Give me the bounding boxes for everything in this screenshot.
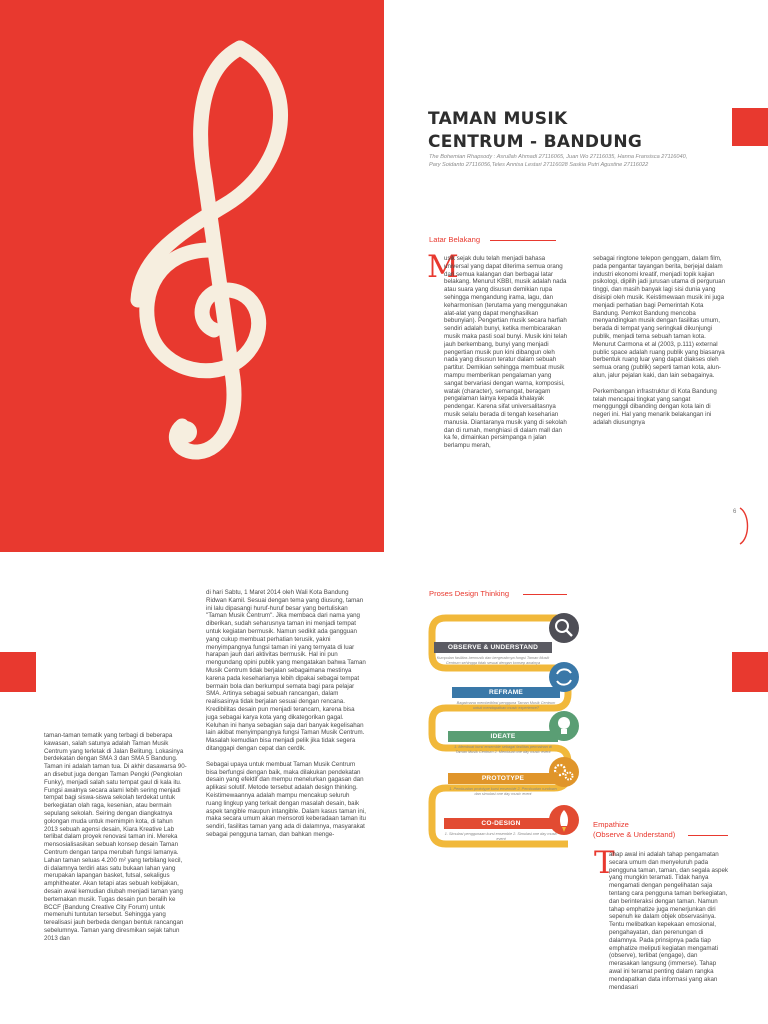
title-line-2: CENTRUM - BANDUNG: [428, 132, 643, 152]
empathize-paragraph: ahap awal ini adalah tahap pengamatan secara umum dan menyeluruh pada pengguna taman, taman, dan segala aspek yang mungkin teramati. Tidak hanya mengamati dengan pengelihatan saja tentang cara pengguna taman berkegiatan, dan berinteraksi dengan taman. Namun tahap emphatize juga menerjunkan diri sepenuh ke dalam objek observasinya. Tentu melibatkan kepekaan emosional, pengahayatan, dan perenungan di dalamnya. Pada prinsipnya pada tiap emphatize meliputi kegiatan mengamati (observe), terlibat (engage), dan merasakan langsung (immerse). Tahap awal ini teramat penting dalam rangka mendapatkan data informasi yang akan mendasari: [609, 851, 729, 991]
latar-column-1-top: [444, 255, 570, 505]
lower-paragraph-3: Sebagai upaya untuk membuat Taman Musik Centrum bisa berfungsi dengan baik, maka dilakukan pendekatan desain yang efektif dan mempu menelurkan gagasan dan aplikasi solutif. Metode tersebut adalah design thinking. Keistimewaannya adalah mampu mencakup seluruh ruang lingkup yang terkait dengan masalah desain, baik aspek tangible maupun intangible. Dalam kasus taman ini, maka secara umum akan mensoroti keberadaan taman itu sendiri, fasilitas taman yang ada di dalamnya, masyarakat sebagai pengguna taman, dan bahkan menge-: [206, 760, 366, 838]
empathize-heading-line-2: (Observe & Understand): [593, 830, 676, 839]
side-tab-mid-right: [732, 652, 768, 692]
side-tab-mid-left: [0, 652, 36, 692]
stage-ideate: [448, 731, 558, 755]
empathize-heading-line-1: Empathize: [593, 820, 629, 829]
red-cover-panel: [0, 0, 384, 552]
heading-rule: [688, 835, 728, 836]
empathize-column: [609, 851, 729, 1024]
latar-paragraph-3: Perkembangan infrastruktur di Kota Bandung telah mencapai tingkat yang sangat menggunggli dibanding dengan kota lain di negeri ini. Hal yang menarik belakangan ini adalah diusungnya: [593, 387, 717, 426]
dropcap-m: M: [427, 249, 459, 285]
stage-label: IDEATE: [448, 731, 558, 742]
stage-observe: [434, 642, 552, 666]
treble-clef-icon: [0, 0, 384, 552]
title-line-1: TAMAN MUSIK: [428, 109, 568, 129]
magnifier-icon: [549, 613, 579, 643]
page-bracket-icon: [738, 506, 752, 546]
dropcap-t: T: [594, 845, 615, 881]
latar-column-2: [593, 255, 727, 505]
stage-prototype: [448, 773, 558, 797]
stage-co-design: [444, 818, 558, 842]
section-heading-latar: Latar Belakang: [429, 235, 481, 244]
stage-label: REFRAME: [452, 687, 560, 698]
stage-label: CO-DESIGN: [444, 818, 558, 829]
author-list: The Bohemian Rhapsody : Asrullah Ahmadi 27116065, Juan Wo 27116035, Hanna Fransisca 27116040, Pary Soidanto 27116056,Teles Annisa Lestari 27116028 Saskia Putri Agustine 27116022: [429, 154, 688, 168]
stage-label: OBSERVE & UNDERSTAND: [434, 642, 552, 653]
section-heading-empathize: [593, 820, 675, 840]
latar-paragraph-1: usik sejak dulu telah menjadi bahasa universal yang dapat diterima semua orang dari semua kalangan dan berbagai latar belakang. Menurut KBBI, musik adalah nada atau suara yang disusun demikian rupa sehingga mengandung irama, lagu, dan keharmonisan (terutama yang menggunakan alat-alat yang dapat menghasilkan bebunyian). Pengertian musik secara harfiah sendiri adalah bunyi, ketika membicarakan musik maka pasti soal bunyi. Musik kini telah jauh berkembang, bunyi yang menjadi pengertian musik pun kini dibangun oleh nada yang disusun teratur dalam sebuah partitur. Demikian sehingga membuat musik mampu memberikan pengalaman yang sangat bervariasi dengan warna, komposisi, watak (character), semangat, beragam pengalaman lainya kepada khalayak pendengar. Karena sifat universalitasnya musik selalu berada di tengah keseharian manusia. Diantaranya musik yang di sekolah dan di rumah, menghiasi di dalam mall dan ka fe, dimainkan persimpanga n jalan berlampu merah,: [444, 255, 568, 450]
stage-description: 1. Simulasi penggunaan kursi ensemble 2. Simulasi one day music event: [444, 832, 558, 841]
lower-paragraph-2: di hari Sabtu, 1 Maret 2014 oleh Wali Kota Bandung Ridwan Kamil. Sesuai dengan tema yang diusung, taman ini lalu dipasangi huruf-huruf besar yang bertuliskan "Taman Musik Centrum". Jika membaca dari nama yang diberikan, sudah seharusnya taman ini menjadi tempat untuk kegiatan bermusik. Namun sedikit ada gangguan yang cukup membuat perhatian terusik, yakni menyimpangnya fungsi taman ini yang ternyata di luar harapan jauh dari aktivitas bermusik. Hal ini pun mengundang opini publik yang mengatakan bahwa Taman Musik Centrum tidak berjalan sebagaimana mestinya karena pada keseharianya lebih dipakai sebagai tempat bermain bola dan berkumpul semata bagi para pelajar SMA. Artinya sebagai sebuah rancangan, dalam realisasinya tidak berjalan sesuai dengan rencana. Kredibilitas desain pun menjadi terancam, karena bisa juga sebagai karya kota yang dikategorikan gagal. Keluhan ini hanya sebagian saja dari banyak kegelisahan lain akibat menyimpangnya fungsi Taman Musik Centrum. Masalah kemudian bisa menjadi pelik jika tidak segera ditanggapi dengan cepat dan cerdik.: [206, 589, 366, 752]
section-heading-proses: Proses Design Thinking: [429, 589, 510, 598]
heading-rule: [523, 594, 567, 595]
page-number: 6: [733, 509, 737, 515]
article-title: [428, 108, 642, 154]
stage-description: 1. Pembuatan prototype kursi ensemble 2. Pembuatan rundown dan simulasi one day music event: [449, 787, 557, 796]
lower-column-2: [206, 589, 366, 1024]
stage-description: Kumpulan fasilitas bermusik dan bergerakmya fungsi Taman Musik Centrum sehingga tidak sesuai dengan konsep awalnya: [436, 656, 550, 665]
stage-description: 1. Membuat kursi ensemble sebagai fasilitas permainan di Taman Musik Centrum 2. Membuat one day music event: [454, 745, 552, 754]
stage-label: PROTOTYPE: [448, 773, 558, 784]
stage-reframe: [452, 687, 560, 711]
latar-paragraph-2: sebagai ringtone telepon genggam, dalam film, pada pengantar tayangan berita, berjejal dalam industri ekonomi kreatif, menjadi topik kajian psikologi, dipilih jadi jurusan utama di perguruan tinggi, dan masih banyak lagi sisi dunia yang disisipi oleh musik. Keistimewaan musik ini juga menjadi perhatian bagi Pemerintah Kota Bandung. Pemkot Bandung mencoba menyandingkan musik dengan fasilitas umum, berada di tempat yang seringkali dikunjungi publik, menjadi tema sebuah taman kota. Menurut Carmona et al (2003, p.111) external public space adalah ruang publik yang biasanya berbentuk ruang luar yang dapat diakses oleh semua orang (publik) seperti taman kota, alun-alun, jalur pejalan kaki, dan lain sebagainya.: [593, 255, 726, 379]
heading-rule: [490, 240, 556, 241]
stage-description: Bagaimana membeikfasi pengguna Taman Musik Centrum untuk mendapatkan music experience?: [456, 701, 556, 710]
lower-paragraph-1: taman-taman tematik yang terbagi di beberapa kawasan, salah satunya adalah Taman Musik Centrum yang terletak di Jalan Belitung. Lokasinya berdekatan dengan SMA 3 dan SMA 5 Bandung. Taman ini adalah taman tua. Di akhir dasawarsa 90-an disebut juga dengan Taman Pengki (Pengkolan Funky), menjadi salah satu tempat gaul di kala itu. Fungsi awalnya secara alami lebih sering menjadi tempat bagi siswa-siswa sekolah terdekat untuk berkegiatan olah raga, kesenian, atau bermain sepulang sekolah. Seiring dengan diangkatnya golongan muda untuk memimpin kota, di tahun 2013 sebuah agensi desain, Kiara Kreative Lab terlibat dalam proyek renovasi taman ini. Mereka mensosialisasikan sebuah konsep desain Taman Centrum dengan tanpa merubah fungsi lamanya. Lahan taman seluas 4.200 m² yang terbilang kecil, di dalamnya terdiri atas satu bukaan lahan yang merupakan lapangan basket, futsal, sekaligus amphitheater. Akan tetapi atas sebuah kebijakan, desain awal kemudian diubah menjadi taman yang bertemakan musik. Tugas desain pun beralih ke BCCF (Bandung Creative City Forum) untuk memenuhi tuntutan tersebut. Sehingga yang terealisasi jauh berbeda dengan bentuk rancangan sebelumnya. Taman yang diresmikan sejak tahun 2013 dan: [44, 732, 187, 942]
lower-column-1: [44, 732, 188, 1024]
side-tab-top-right: [732, 108, 768, 146]
